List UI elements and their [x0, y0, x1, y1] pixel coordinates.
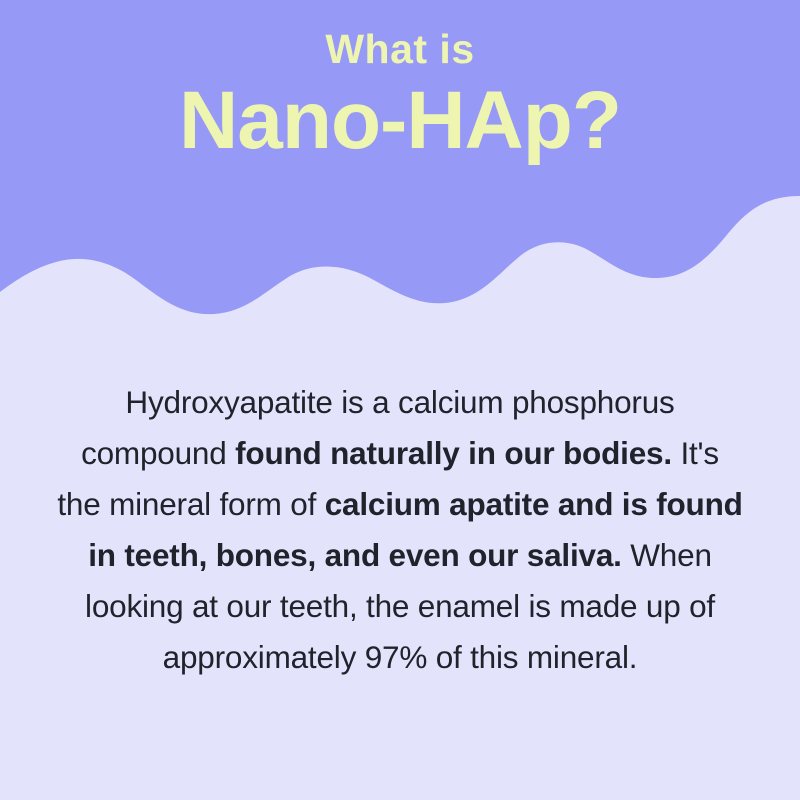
title-line-1: What is	[325, 26, 475, 72]
body-text-run: When looking at our teeth, the enamel is made up of approximately 97% of this mineral.	[85, 536, 715, 675]
body-text-emphasis: found naturally in our bodies.	[235, 434, 672, 471]
page-title	[0, 0, 800, 230]
body-text-emphasis: calcium apatite and is found in teeth, bones, and even our saliva.	[88, 485, 743, 573]
body-text-run: It's the mineral form of	[57, 434, 719, 522]
title-line-2: Nano-HAp?	[179, 75, 621, 167]
body-paragraph	[56, 377, 744, 683]
body-copy-block	[56, 345, 744, 714]
body-text-run: Hydroxyapatite is a calcium phosphorus compound	[81, 383, 675, 471]
